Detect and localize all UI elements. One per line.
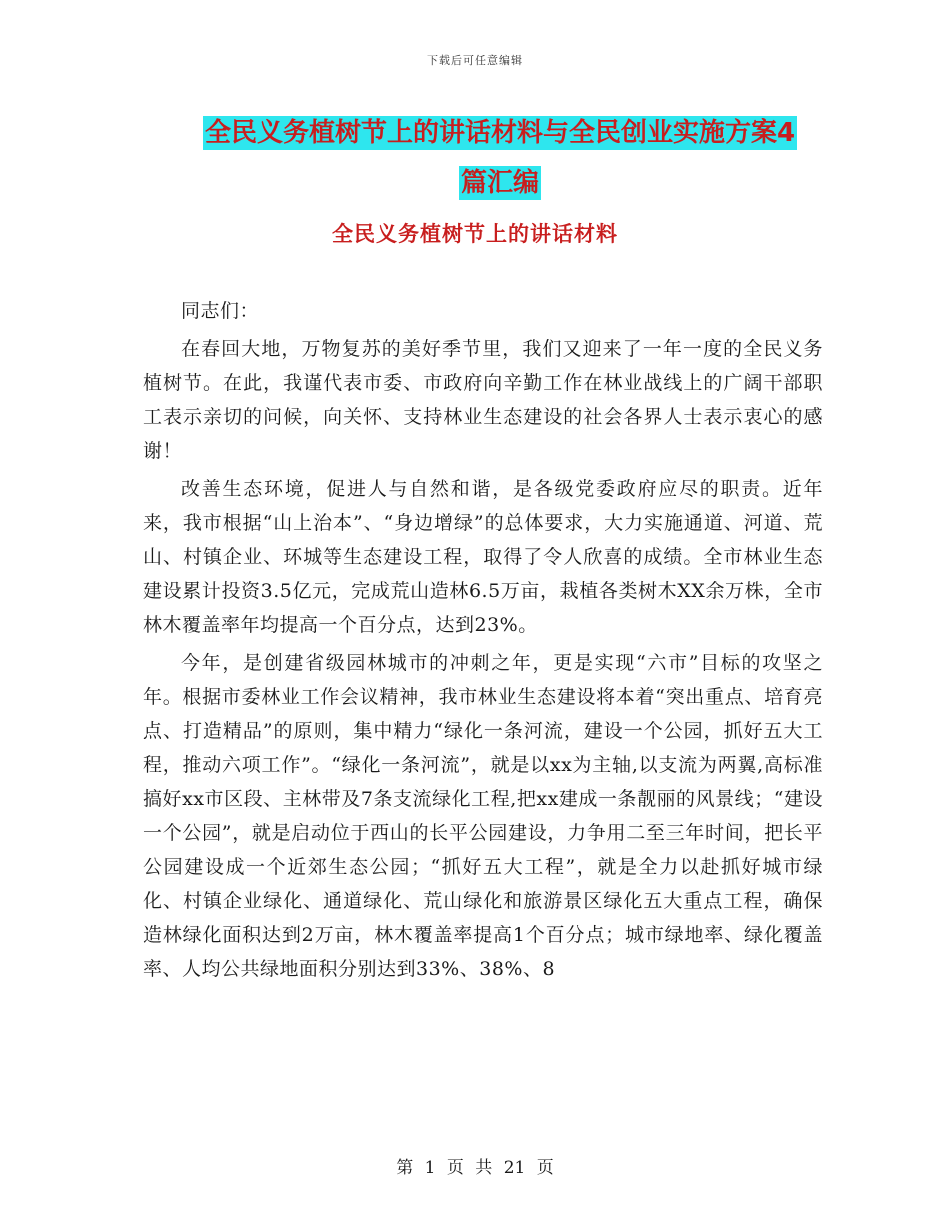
paragraph-salutation: 同志们： — [181, 300, 260, 322]
page-footer: 第 1 页 共 21 页 — [396, 1158, 554, 1178]
paragraph: 在春回大地，万物复苏的美好季节里，我们又迎来了一年一度的全民义务植树节。在此，我谨代表市委、市政府向辛勤工作在林业战线上的广阔干部职工表示亲切的问候，向关怀、支持林业生态建设的社会各界人士表示衷心的感谢！ — [143, 338, 823, 462]
title-line-2: 篇汇编 — [460, 168, 539, 198]
title-line-1: 全民义务植树节上的讲话材料与全民创业实施方案4 — [204, 118, 796, 148]
section-title: 全民义务植树节上的讲话材料 — [332, 222, 618, 246]
body-text — [143, 294, 823, 990]
document-title — [140, 108, 860, 208]
paragraph: 今年，是创建省级园林城市的冲刺之年，更是实现“六市”目标的攻坚之年。根据市委林业工作会议精神，我市林业生态建设将本着“突出重点、培育亮点、打造精品”的原则，集中精力“绿化一条河流，建设一个公园，抓好五大工程，推动六项工作”。“绿化一条河流”，就是以xx为主轴,以支流为两翼,高标准搞好xx市区段、主林带及7条支流绿化工程,把xx建成一条靓丽的风景线；“建设一个公园”，就是启动位于西山的长平公园建设，力争用二至三年时间，把长平公园建设成一个近郊生态公园；“抓好五大工程”，就是全力以赴抓好城市绿化、村镇企业绿化、通道绿化、荒山绿化和旅游景区绿化五大重点工程，确保造林绿化面积达到2万亩，林木覆盖率提高1个百分点；城市绿地率、绿化覆盖率、人均公共绿地面积分别达到33%、38%、8 — [143, 652, 823, 980]
paragraph: 改善生态环境，促进人与自然和谐，是各级党委政府应尽的职责。近年来，我市根据“山上治本”、“身边增绿”的总体要求，大力实施通道、河道、荒山、村镇企业、环城等生态建设工程，取得了令人欣喜的成绩。全市林业生态建设累计投资3.5亿元，完成荒山造林6.5万亩，栽植各类树木XX余万株，全市林木覆盖率年均提高一个百分点，达到23%。 — [143, 478, 823, 636]
header-note: 下载后可任意编辑 — [427, 54, 523, 67]
